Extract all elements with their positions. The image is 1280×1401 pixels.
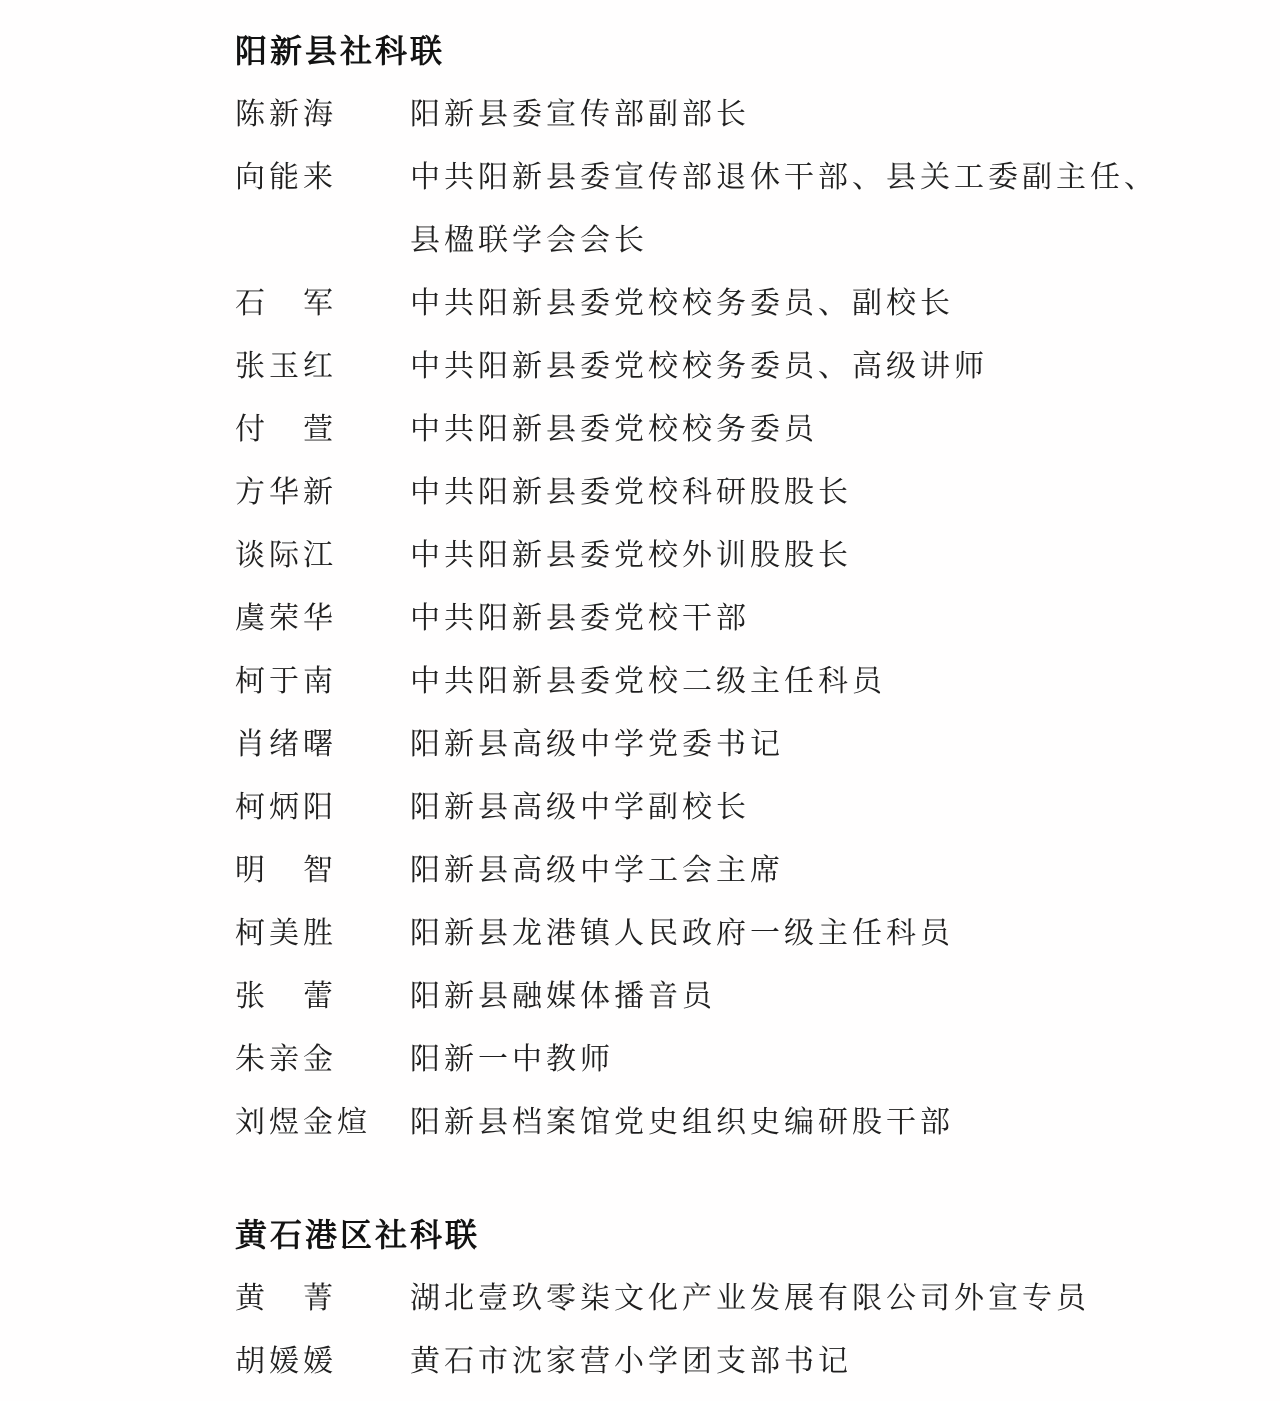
- person-name: 柯美胜: [235, 917, 337, 950]
- person-name: 方华新: [235, 476, 337, 509]
- person-name: 肖绪曙: [235, 728, 337, 761]
- section-yangxin: [235, 20, 1180, 1154]
- person-title: 中共阳新县委宣传部退休干部、县关工委副主任、县楹联学会会长: [410, 161, 1158, 257]
- person-title: 阳新县委宣传部副部长: [410, 98, 750, 131]
- list-item: [235, 839, 1180, 902]
- list-item: [235, 587, 1180, 650]
- person-title: 阳新县档案馆党史组织史编研股干部: [410, 1106, 954, 1139]
- section-heading: 黄石港区社科联: [235, 1217, 481, 1253]
- person-title: 中共阳新县委党校外训股股长: [410, 539, 852, 572]
- section-huangshigang: [235, 1204, 1180, 1393]
- person-name: 黄 菁: [235, 1282, 337, 1315]
- person-name: 谈际江: [235, 539, 337, 572]
- person-title: 黄石市沈家营小学团支部书记: [410, 1345, 852, 1378]
- person-name: 明 智: [235, 854, 337, 887]
- person-name: 陈新海: [235, 98, 337, 131]
- person-title: 湖北壹玖零柒文化产业发展有限公司外宣专员: [410, 1282, 1090, 1315]
- list-item: [235, 83, 1180, 146]
- person-title: 中共阳新县委党校校务委员、副校长: [410, 287, 954, 320]
- list-item: [235, 1330, 1180, 1393]
- person-name: 虞荣华: [235, 602, 337, 635]
- list-item: [235, 1267, 1180, 1330]
- person-name: 朱亲金: [235, 1043, 337, 1076]
- list-item: [235, 902, 1180, 965]
- person-name: 张 蕾: [235, 980, 337, 1013]
- person-title: 阳新县龙港镇人民政府一级主任科员: [410, 917, 954, 950]
- person-name: 张玉红: [235, 350, 337, 383]
- list-item: [235, 335, 1180, 398]
- list-item: [235, 650, 1180, 713]
- list-item: [235, 524, 1180, 587]
- person-name: 柯炳阳: [235, 791, 337, 824]
- person-title: 中共阳新县委党校科研股股长: [410, 476, 852, 509]
- person-title: 阳新一中教师: [410, 1043, 614, 1076]
- list-item: [235, 776, 1180, 839]
- person-title: 中共阳新县委党校干部: [410, 602, 750, 635]
- list-item: [235, 1091, 1180, 1154]
- list-item: [235, 965, 1180, 1028]
- person-name: 石 军: [235, 287, 337, 320]
- person-name: 刘煜金煊: [235, 1106, 371, 1139]
- list-item: [235, 398, 1180, 461]
- person-name: 向能来: [235, 161, 337, 194]
- person-name: 付 萱: [235, 413, 337, 446]
- person-title: 中共阳新县委党校校务委员、高级讲师: [410, 350, 988, 383]
- person-name: 胡媛媛: [235, 1345, 337, 1378]
- person-name: 柯于南: [235, 665, 337, 698]
- person-title: 中共阳新县委党校校务委员: [410, 413, 818, 446]
- person-title: 阳新县融媒体播音员: [410, 980, 716, 1013]
- person-title: 阳新县高级中学副校长: [410, 791, 750, 824]
- list-item: [235, 461, 1180, 524]
- person-title: 阳新县高级中学工会主席: [410, 854, 784, 887]
- list-item: [235, 1028, 1180, 1091]
- person-title: 中共阳新县委党校二级主任科员: [410, 665, 886, 698]
- person-title: 阳新县高级中学党委书记: [410, 728, 784, 761]
- list-item: [235, 272, 1180, 335]
- list-item: [235, 146, 1180, 272]
- section-heading: 阳新县社科联: [235, 33, 446, 69]
- list-item: [235, 713, 1180, 776]
